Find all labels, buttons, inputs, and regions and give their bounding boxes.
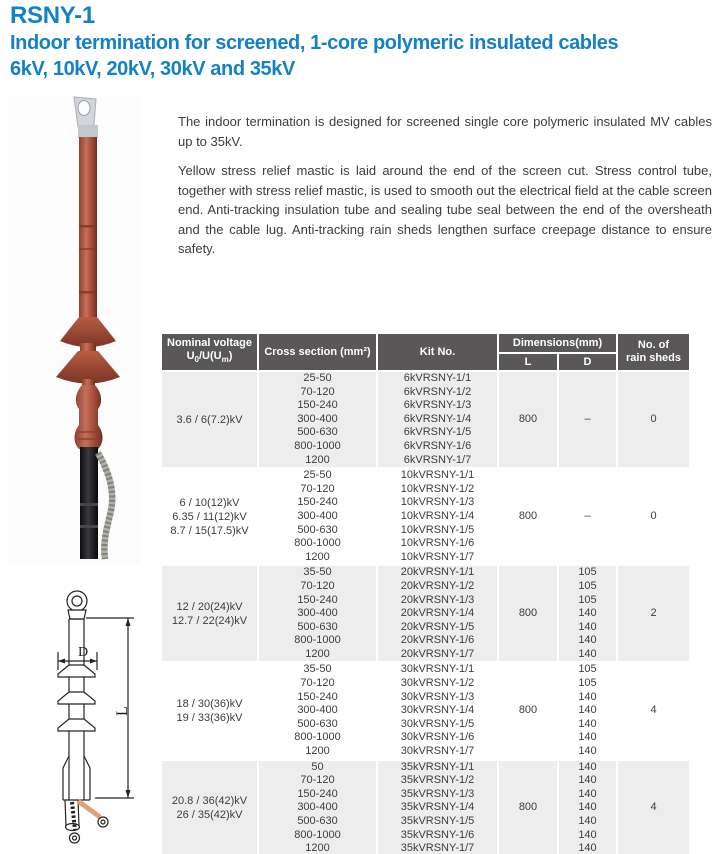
table-row (162, 662, 690, 677)
kit-no-cell: 35kVRSNY-1/5 (377, 815, 498, 829)
col-header-dimensions: Dimensions(mm) (498, 334, 617, 353)
cross-section-cell: 70-120 (258, 386, 377, 400)
dimension-d-cell: 140 (558, 731, 617, 745)
dimension-d-cell: 105 (558, 580, 617, 594)
cross-section-cell: 500-630 (258, 524, 377, 538)
col-header-rain-sheds (617, 334, 690, 371)
rain-sheds-cell: 4 (617, 662, 690, 759)
table-row (162, 371, 690, 386)
table-row (162, 760, 690, 775)
dimension-d-cell: 105 (558, 594, 617, 608)
dimension-d-cell: – (558, 468, 617, 565)
cross-section-cell: 300-400 (258, 704, 377, 718)
kit-no-cell: 35kVRSNY-1/4 (377, 801, 498, 815)
cross-section-cell: 1200 (258, 842, 377, 854)
kit-no-cell: 10kVRSNY-1/1 (377, 468, 498, 483)
drawing-ring-lug (67, 591, 87, 619)
description-paragraph-1: The indoor termination is designed for screened single core polymeric insulated MV cables up to 35kV. (178, 114, 712, 149)
drawing-rain-sheds (58, 665, 95, 731)
kit-no-cell: 6kVRSNY-1/5 (377, 426, 498, 440)
kit-no-cell: 20kVRSNY-1/7 (377, 648, 498, 663)
page-title-line3: 6kV, 10kV, 20kV, 30kV and 35kV (10, 58, 295, 80)
voltage-cell: 20.8 / 36(42)kV 26 / 35(42)kV (162, 760, 258, 854)
kit-no-cell: 10kVRSNY-1/4 (377, 510, 498, 524)
table-row (162, 468, 690, 483)
page-title-line2: Indoor termination for screened, 1-core polymeric insulated cables (10, 32, 619, 54)
kit-no-cell: 20kVRSNY-1/5 (377, 621, 498, 635)
dimension-d-cell: 140 (558, 842, 617, 854)
cross-section-cell: 70-120 (258, 483, 377, 497)
dimension-d-cell: 140 (558, 691, 617, 705)
kit-no-cell: 20kVRSNY-1/6 (377, 634, 498, 648)
kit-no-cell: 30kVRSNY-1/7 (377, 745, 498, 760)
kit-no-cell: 35kVRSNY-1/3 (377, 788, 498, 802)
table-row (162, 565, 690, 580)
cross-section-cell: 1200 (258, 745, 377, 760)
cross-section-cell: 70-120 (258, 677, 377, 691)
dimension-d-cell: 140 (558, 634, 617, 648)
dimension-d-cell: 105 (558, 662, 617, 677)
kit-no-cell: 30kVRSNY-1/1 (377, 662, 498, 677)
dimension-d-cell: 140 (558, 745, 617, 760)
cross-section-cell: 300-400 (258, 607, 377, 621)
dimension-d-cell: 140 (558, 621, 617, 635)
col-header-dim-d: D (558, 353, 617, 371)
kit-no-cell: 20kVRSNY-1/2 (377, 580, 498, 594)
dimension-l-cell: 800 (498, 565, 558, 662)
dimension-drawing (50, 588, 145, 854)
dimension-d-cell: – (558, 371, 617, 468)
dimension-d-cell: 140 (558, 648, 617, 663)
cross-section-cell: 25-50 (258, 371, 377, 386)
kit-no-cell: 10kVRSNY-1/2 (377, 483, 498, 497)
dimension-l-cell: 800 (498, 371, 558, 468)
spec-table-header (162, 334, 690, 371)
cross-section-cell: 500-630 (258, 426, 377, 440)
kit-no-cell: 10kVRSNY-1/7 (377, 551, 498, 566)
cross-section-cell: 800-1000 (258, 537, 377, 551)
cross-section-cell: 25-50 (258, 468, 377, 483)
rain-sheds-cell: 0 (617, 468, 690, 565)
kit-no-cell: 35kVRSNY-1/2 (377, 774, 498, 788)
col-header-dim-l: L (498, 353, 558, 371)
cross-section-cell: 500-630 (258, 815, 377, 829)
rain-sheds-cell: 4 (617, 760, 690, 854)
cross-section-cell: 150-240 (258, 496, 377, 510)
cross-section-cell: 35-50 (258, 662, 377, 677)
description-text (178, 112, 712, 269)
dimension-l-cell: 800 (498, 468, 558, 565)
anti-tracking-tube (79, 137, 97, 323)
drawing-earth-leads (70, 801, 109, 843)
kit-no-cell: 6kVRSNY-1/2 (377, 386, 498, 400)
kit-no-cell: 10kVRSNY-1/3 (377, 496, 498, 510)
voltage-header-line1: Nominal voltage (167, 337, 252, 350)
voltage-cell: 12 / 20(24)kV 12.7 / 22(24)kV (162, 565, 258, 662)
cable-oversheath (80, 447, 98, 559)
kit-no-cell: 30kVRSNY-1/3 (377, 691, 498, 705)
dimension-d-cell: 140 (558, 801, 617, 815)
dimension-d-cell: 105 (558, 565, 617, 580)
kit-no-cell: 6kVRSNY-1/4 (377, 413, 498, 427)
voltage-cell: 18 / 30(36)kV 19 / 33(36)kV (162, 662, 258, 759)
kit-no-cell: 35kVRSNY-1/7 (377, 842, 498, 854)
rain-sheds-header-line1: No. of (637, 339, 670, 351)
kit-no-cell: 6kVRSNY-1/7 (377, 454, 498, 469)
kit-no-cell: 10kVRSNY-1/6 (377, 537, 498, 551)
col-header-kit-no: Kit No. (377, 334, 498, 371)
dimension-d-cell: 140 (558, 829, 617, 843)
cross-section-cell: 50 (258, 760, 377, 775)
product-code: RSNY-1 (10, 2, 95, 29)
kit-no-cell: 6kVRSNY-1/3 (377, 399, 498, 413)
cross-section-cell: 1200 (258, 648, 377, 663)
spec-table (162, 334, 691, 854)
kit-no-cell: 30kVRSNY-1/2 (377, 677, 498, 691)
cross-section-cell: 800-1000 (258, 829, 377, 843)
cross-section-cell: 300-400 (258, 801, 377, 815)
title-block (10, 2, 716, 82)
kit-no-cell: 30kVRSNY-1/4 (377, 704, 498, 718)
cross-section-cell: 300-400 (258, 510, 377, 524)
dimension-d-cell: 140 (558, 760, 617, 775)
cross-section-cell: 800-1000 (258, 634, 377, 648)
dimension-l-cell: 800 (498, 662, 558, 759)
kit-no-cell: 20kVRSNY-1/1 (377, 565, 498, 580)
cross-section-cell: 150-240 (258, 691, 377, 705)
rain-sheds-cell: 2 (617, 565, 690, 662)
cross-section-cell: 150-240 (258, 594, 377, 608)
drawing-boot (63, 756, 90, 831)
product-photo (8, 95, 140, 565)
dimension-d-label: D (78, 645, 89, 660)
dimension-d-cell: 140 (558, 607, 617, 621)
cross-section-cell: 35-50 (258, 565, 377, 580)
cross-section-cell: 500-630 (258, 718, 377, 732)
kit-no-cell: 35kVRSNY-1/1 (377, 760, 498, 775)
voltage-cell: 3.6 / 6(7.2)kV (162, 371, 258, 468)
cross-section-cell: 150-240 (258, 399, 377, 413)
kit-no-cell: 35kVRSNY-1/6 (377, 829, 498, 843)
rain-sheds-header-line2: rain sheds (625, 352, 682, 364)
description-paragraph-2: Yellow stress relief mastic is laid around the end of the screen cut. Stress control tube, together with stress relief mastic, is used to smooth out the electrical field at the cable screen end. Anti-tracking insulation tube and sealing tube seal between the end of the oversheath and the cable lug. Anti-tracking rain sheds lengthen surface creepage distance to ensure safety. (178, 163, 712, 256)
cross-section-cell: 800-1000 (258, 440, 377, 454)
cross-section-cell: 70-120 (258, 774, 377, 788)
dimension-d-cell: 140 (558, 774, 617, 788)
kit-no-cell: 30kVRSNY-1/6 (377, 731, 498, 745)
cross-section-cell: 300-400 (258, 413, 377, 427)
col-header-cross-section: Cross section (mm²) (258, 334, 377, 371)
voltage-cell: 6 / 10(12)kV 6.35 / 11(12)kV 8.7 / 15(17.5)kV (162, 468, 258, 565)
cross-section-cell: 500-630 (258, 621, 377, 635)
dimension-d-cell: 140 (558, 788, 617, 802)
kit-no-cell: 6kVRSNY-1/1 (377, 371, 498, 386)
dimension-d-cell: 105 (558, 677, 617, 691)
kit-no-cell: 20kVRSNY-1/3 (377, 594, 498, 608)
spec-table-body (162, 371, 690, 854)
kit-no-cell: 6kVRSNY-1/6 (377, 440, 498, 454)
dimension-d-cell: 140 (558, 718, 617, 732)
voltage-header-unit: $U_0/U(U_m)$ (186, 350, 233, 365)
cross-section-cell: 70-120 (258, 580, 377, 594)
cross-section-cell: 1200 (258, 454, 377, 469)
kit-no-cell: 10kVRSNY-1/5 (377, 524, 498, 538)
rain-sheds-cell: 0 (617, 371, 690, 468)
cross-section-cell: 150-240 (258, 788, 377, 802)
col-header-voltage (162, 334, 258, 371)
dimension-d-cell: 140 (558, 815, 617, 829)
kit-no-cell: 30kVRSNY-1/5 (377, 718, 498, 732)
dimension-l-cell: 800 (498, 760, 558, 854)
cross-section-cell: 800-1000 (258, 731, 377, 745)
dimension-d-cell: 140 (558, 704, 617, 718)
dimension-l-label: L (114, 706, 131, 716)
kit-no-cell: 20kVRSNY-1/4 (377, 607, 498, 621)
cross-section-cell: 1200 (258, 551, 377, 566)
